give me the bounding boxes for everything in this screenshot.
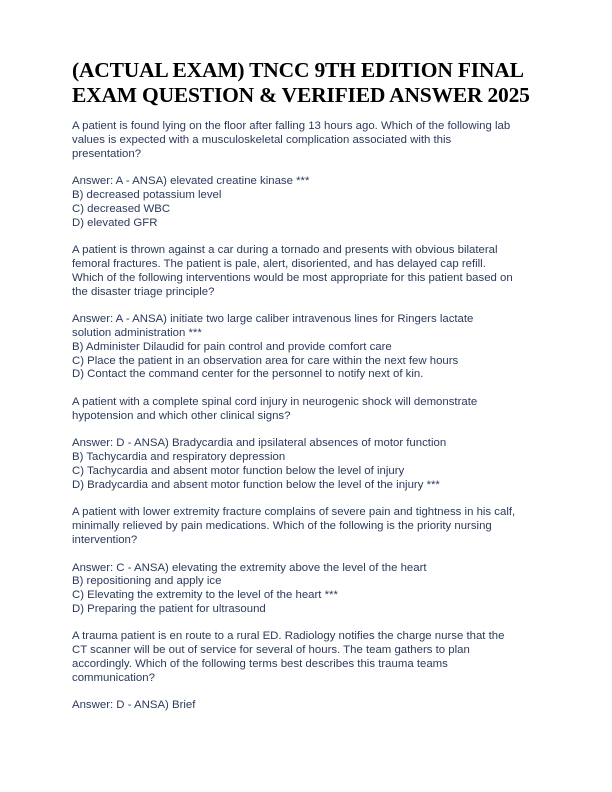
question-text bbox=[72, 244, 552, 299]
answer-line: Answer: C - ANSA) elevating the extremity above the level of the heart bbox=[72, 561, 427, 574]
question-line: values is expected with a musculoskeletal complication associated with this bbox=[72, 133, 452, 146]
question-line: communication? bbox=[72, 671, 155, 684]
answer-line: B) repositioning and apply ice bbox=[72, 575, 222, 588]
question-line: presentation? bbox=[72, 147, 142, 160]
answer-options bbox=[72, 699, 552, 713]
question-line: CT scanner will be out of service for several of hours. The team gathers to plan bbox=[72, 644, 470, 657]
answer-line: D) Bradycardia and absent motor function below the level of the injury *** bbox=[72, 478, 440, 491]
question-block-3 bbox=[72, 396, 552, 493]
question-text bbox=[72, 396, 552, 424]
question-block-1 bbox=[72, 120, 552, 230]
question-block-4 bbox=[72, 506, 552, 616]
answer-line: Answer: A - ANSA) initiate two large caliber intravenous lines for Ringers lactate bbox=[72, 313, 474, 326]
question-line: the disaster triage principle? bbox=[72, 285, 215, 298]
question-line: A patient with a complete spinal cord injury in neurogenic shock will demonstrate bbox=[72, 395, 478, 408]
answer-options bbox=[72, 562, 552, 617]
document-title bbox=[72, 58, 552, 108]
question-line: A trauma patient is en route to a rural ED. Radiology notifies the charge nurse that the bbox=[72, 630, 505, 643]
answer-line: C) decreased WBC bbox=[72, 202, 171, 215]
question-block-5 bbox=[72, 630, 552, 713]
answer-line: solution administration *** bbox=[72, 326, 202, 339]
question-line: hypotension and which other clinical signs? bbox=[72, 409, 291, 422]
answer-line: B) decreased potassium level bbox=[72, 188, 222, 201]
question-line: Which of the following interventions would be most appropriate for this patient based on bbox=[72, 271, 513, 284]
answer-options bbox=[72, 313, 552, 382]
answer-line: C) Elevating the extremity to the level of the heart *** bbox=[72, 589, 338, 602]
answer-line: C) Tachycardia and absent motor function below the level of injury bbox=[72, 464, 405, 477]
answer-line: B) Administer Dilaudid for pain control and provide comfort care bbox=[72, 340, 392, 353]
question-text bbox=[72, 506, 552, 547]
question-list bbox=[72, 120, 552, 713]
answer-line: Answer: D - ANSA) Bradycardia and ipsilateral absences of motor function bbox=[72, 437, 447, 450]
answer-line: Answer: A - ANSA) elevated creatine kinase *** bbox=[72, 175, 310, 188]
answer-line: C) Place the patient in an observation area for care within the next few hours bbox=[72, 354, 459, 367]
title-line-2: EXAM QUESTION & VERIFIED ANSWER 2025 bbox=[72, 83, 530, 107]
question-text bbox=[72, 630, 552, 685]
question-line: A patient is found lying on the floor after falling 13 hours ago. Which of the following lab bbox=[72, 120, 511, 132]
question-block-2 bbox=[72, 244, 552, 382]
question-line: intervention? bbox=[72, 533, 138, 546]
answer-line: B) Tachycardia and respiratory depression bbox=[72, 451, 286, 464]
answer-line: Answer: D - ANSA) Brief bbox=[72, 699, 196, 712]
answer-line: D) Contact the command center for the personnel to notify next of kin. bbox=[72, 368, 424, 381]
answer-options bbox=[72, 437, 552, 492]
question-line: accordingly. Which of the following terms best describes this trauma teams bbox=[72, 658, 448, 671]
question-line: A patient with lower extremity fracture complains of severe pain and tightness in his calf, bbox=[72, 506, 516, 519]
document-page bbox=[72, 58, 552, 727]
title-line-1: (ACTUAL EXAM) TNCC 9TH EDITION FINAL bbox=[72, 58, 524, 82]
question-line: A patient is thrown against a car during a tornado and presents with obvious bilateral bbox=[72, 244, 498, 257]
question-text bbox=[72, 120, 552, 161]
answer-line: D) Preparing the patient for ultrasound bbox=[72, 602, 266, 615]
answer-options bbox=[72, 175, 552, 230]
question-line: minimally relieved by pain medications. Which of the following is the priority nursing bbox=[72, 520, 492, 533]
answer-line: D) elevated GFR bbox=[72, 216, 158, 229]
question-line: femoral fractures. The patient is pale, alert, disoriented, and has delayed cap refill. bbox=[72, 257, 486, 270]
